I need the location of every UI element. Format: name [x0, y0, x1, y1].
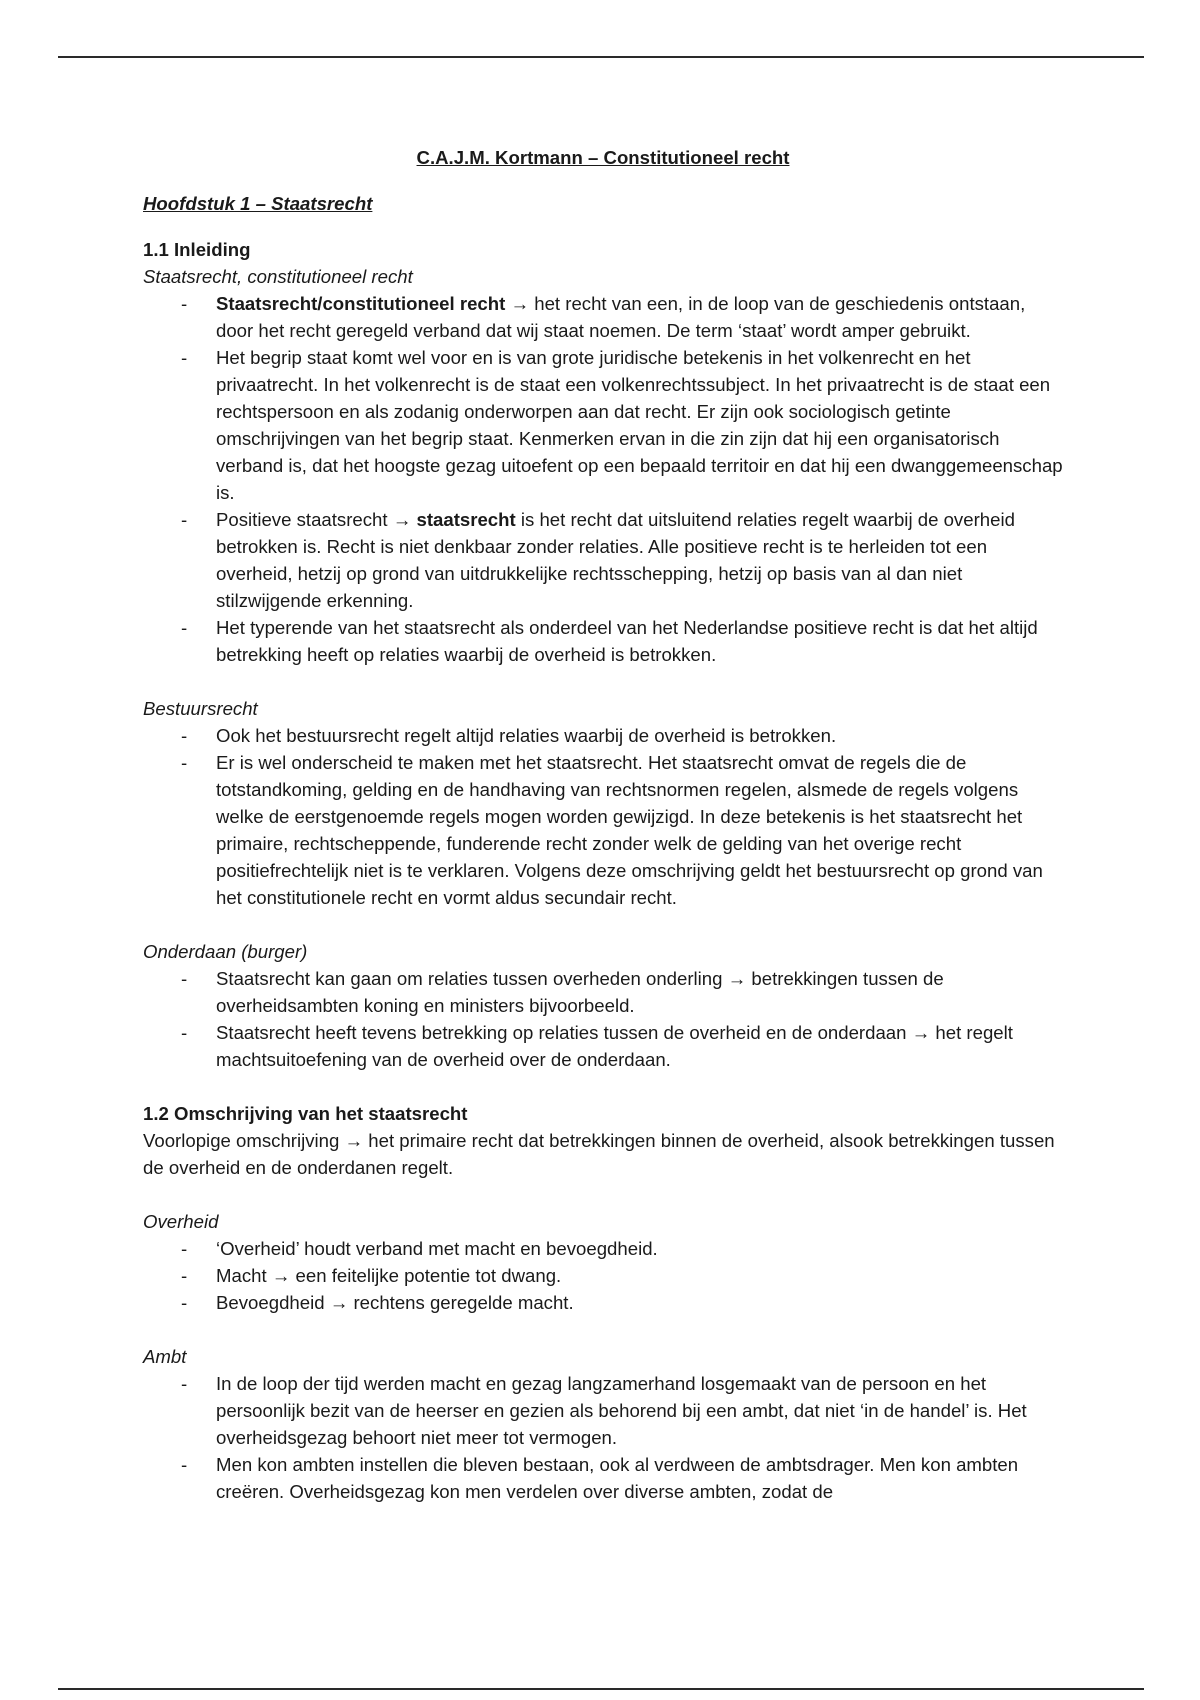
list-item-text: Macht → een feitelijke potentie tot dwang. — [216, 1265, 562, 1286]
subheading-onderdaan: Onderdaan (burger) — [143, 941, 308, 962]
bullet-dash: - — [181, 1292, 188, 1313]
paragraph-intro: Voorlopige omschrijving → het primaire recht dat betrekkingen binnen de overheid, alsook betrekkingen tussen de overheid en de onderdanen regelt. — [143, 1130, 1055, 1178]
term-bold: staatsrecht — [416, 509, 516, 530]
list-item — [143, 506, 1063, 614]
document-title: C.A.J.M. Kortmann – Constitutioneel recht — [416, 147, 790, 168]
list-item — [143, 1235, 1063, 1262]
list-item — [143, 1019, 1063, 1073]
bullet-dash: - — [181, 293, 188, 314]
bullet-list-bestuursrecht — [143, 722, 1063, 911]
bullet-dash: - — [181, 1265, 188, 1286]
list-item — [143, 965, 1063, 1019]
bullet-list-staatsrecht — [143, 290, 1063, 668]
bullet-list-overheid — [143, 1235, 1063, 1316]
list-item-text: In de loop der tijd werden macht en gezag langzamerhand losgemaakt van de persoon en het persoonlijk bezit van de heerser en gezien als behorend bij een ambt, dat niet ‘in de handel’ is. Het overheidsgezag behoort niet meer tot vermogen. — [216, 1373, 1027, 1448]
document-body — [143, 144, 1063, 1505]
list-item-text: Positieve staatsrecht → — [216, 509, 417, 530]
list-item — [143, 614, 1063, 668]
list-item-text: Bevoegdheid → rechtens geregelde macht. — [216, 1292, 574, 1313]
list-item — [143, 1289, 1063, 1316]
list-item — [143, 344, 1063, 506]
section-heading-1-2: 1.2 Omschrijving van het staatsrecht — [143, 1103, 468, 1124]
bullet-dash: - — [181, 1454, 188, 1475]
list-item — [143, 749, 1063, 911]
list-item — [143, 1370, 1063, 1451]
term-bold: Staatsrecht/constitutioneel recht — [216, 293, 506, 314]
bullet-dash: - — [181, 752, 188, 773]
list-item-text: Er is wel onderscheid te maken met het staatsrecht. Het staatsrecht omvat de regels die de totstandkoming, gelding en de handhaving van rechtsnormen regelen, alsmede de regels volgens welke de eerstgenoemde regels mogen worden gewijzigd. In deze betekenis is het staatsrecht het primaire, rechtscheppende, funderende recht zonder welk de gelding van het overige recht positiefrechtelijk niet is te verklaren. Volgens deze omschrijving geldt het bestuursrecht op grond van het constitutionele recht en vormt aldus secundair recht. — [216, 752, 1043, 908]
subheading-bestuursrecht: Bestuursrecht — [143, 698, 258, 719]
bullet-dash: - — [181, 968, 188, 989]
list-item-text: Het typerende van het staatsrecht als onderdeel van het Nederlandse positieve recht is dat het altijd betrekking heeft op relaties waarbij de overheid is betrokken. — [216, 617, 1038, 665]
bullet-dash: - — [181, 347, 188, 368]
list-item-text: Het begrip staat komt wel voor en is van grote juridische betekenis in het volkenrecht en het privaatrecht. In het volkenrecht is de staat een volkenrechtssubject. In het privaatrecht is de staat een rechtspersoon en als zodanig onderworpen aan dat recht. Er zijn ook sociologisch getinte omschrijvingen van het begrip staat. Kenmerken ervan in die zin zijn dat hij een organisatorisch verband is, dat het hoogste gezag uitoefent op een bepaald territoir en dat hij een dwanggemeenschap is. — [216, 347, 1063, 503]
bullet-list-onderdaan — [143, 965, 1063, 1073]
list-item-text: Staatsrecht kan gaan om relaties tussen overheden onderling → betrekkingen tussen de overheidsambten koning en ministers bijvoorbeeld. — [216, 968, 944, 1016]
list-item-text: Men kon ambten instellen die bleven bestaan, ook al verdween de ambtsdrager. Men kon ambten creëren. Overheidsgezag kon men verdelen over diverse ambten, zodat de — [216, 1454, 1019, 1502]
page-bottom-rule — [58, 1688, 1144, 1690]
subheading-overheid: Overheid — [143, 1211, 219, 1232]
list-item-text: → het recht van een, in de loop van de geschiedenis ontstaan, door het recht geregeld verband dat wij staat noemen. De term ‘staat’ wordt amper gebruikt. — [216, 293, 1026, 341]
list-item — [143, 290, 1063, 344]
subheading-staatsrecht: Staatsrecht, constitutioneel recht — [143, 266, 413, 287]
list-item-text: Staatsrecht heeft tevens betrekking op relaties tussen de overheid en de onderdaan → het regelt machtsuitoefening van de overheid over de onderdaan. — [216, 1022, 1013, 1070]
chapter-heading: Hoofdstuk 1 – Staatsrecht — [143, 193, 373, 214]
list-item — [143, 722, 1063, 749]
list-item — [143, 1262, 1063, 1289]
bullet-dash: - — [181, 1373, 188, 1394]
list-item-text: is het recht dat uitsluitend relaties regelt waarbij de overheid betrokken is. Recht is niet denkbaar zonder relaties. Alle positieve recht is te herleiden tot een overheid, hetzij op grond van uitdrukkelijke rechtsschepping, hetzij op basis van al dan niet stilzwijgende erkenning. — [216, 509, 1015, 611]
bullet-list-ambt — [143, 1370, 1063, 1505]
subheading-ambt: Ambt — [143, 1346, 187, 1367]
section-heading-1-1: 1.1 Inleiding — [143, 239, 251, 260]
list-item-text: Ook het bestuursrecht regelt altijd relaties waarbij de overheid is betrokken. — [216, 725, 837, 746]
bullet-dash: - — [181, 1022, 188, 1043]
list-item — [143, 1451, 1063, 1505]
page-top-rule — [58, 56, 1144, 58]
bullet-dash: - — [181, 617, 188, 638]
bullet-dash: - — [181, 1238, 188, 1259]
bullet-dash: - — [181, 509, 188, 530]
bullet-dash: - — [181, 725, 188, 746]
list-item-text: ‘Overheid’ houdt verband met macht en bevoegdheid. — [216, 1238, 658, 1259]
